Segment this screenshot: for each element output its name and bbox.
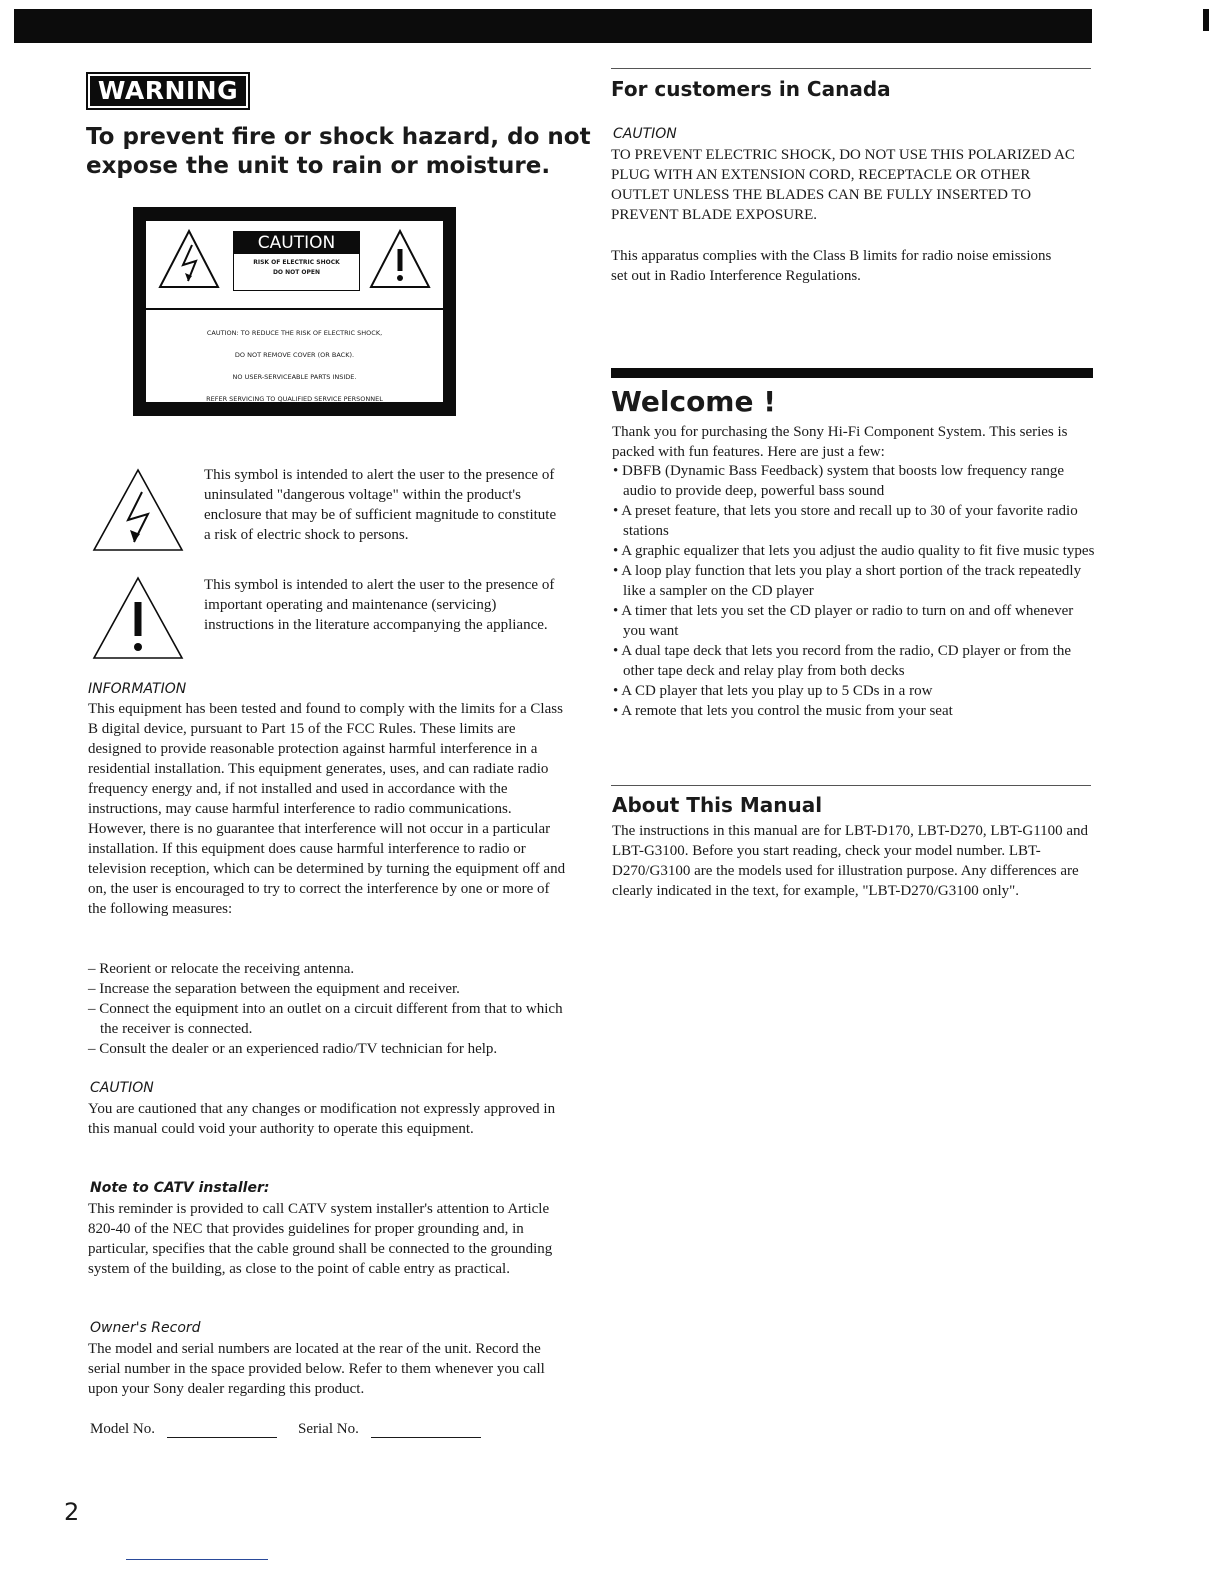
list-item: – Consult the dealer or an experienced radio/TV technician for help. (88, 1039, 578, 1059)
warning-badge: WARNING (86, 72, 250, 110)
list-item: • A CD player that lets you play up to 5 CDs in a row (613, 681, 1095, 701)
header-bar (14, 9, 1092, 43)
list-item: – Increase the separation between the equipment and receiver. (88, 979, 578, 999)
list-item: • A preset feature, that lets you store and recall up to 30 of your favorite radio stations (613, 501, 1095, 541)
canada-caution-text: TO PREVENT ELECTRIC SHOCK, DO NOT USE THIS POLARIZED AC PLUG WITH AN EXTENSION CORD, RECEPTACLE OR OTHER OUTLET UNLESS THE BLADES CAN BE FULLY INSERTED TO PREVENT BLADE EXPOSURE. (611, 147, 1075, 223)
list-item: • A graphic equalizer that lets you adjust the audio quality to fit five music types (613, 541, 1095, 561)
list-item: – Reorient or relocate the receiving antenna. (88, 959, 578, 979)
serial-number-field[interactable] (298, 1421, 481, 1438)
canada-compliance-text: This apparatus complies with the Class B limits for radio noise emissions set out in Radio Interference Regulations. (611, 248, 1052, 284)
record-fields (90, 1421, 570, 1443)
page-number: 2 (64, 1498, 80, 1526)
caution-sticker-title: CAUTION (234, 232, 359, 254)
caution-label-panel (146, 221, 443, 402)
information-text: This equipment has been tested and found to comply with the limits for a Class B digital device, pursuant to Part 15 of the FCC Rules. These limits are designed to provide reasonable protection against harmful interference in a residential installation. This equipment generates, uses, and can radiate radio frequency energy and, if not installed and used in accordance with the instructions, may cause harmful interference to radio communications. However, there is no guarantee that interference will not occur in a particular installation. If this equipment does cause harmful interference to radio or television reception, which can be determined by turning the equipment off and on, the user is encouraged to try to correct the interference by one or more of the following measures: (88, 701, 566, 917)
caution-sticker (233, 231, 360, 291)
catv-text: This reminder is provided to call CATV system installer's attention to Article 820-40 of the NEC that provides guidelines for proper grounding and, in particular, specifies that the cable ground shall be connected to the grounding system of the building, as close to the point of cable entry as practical. (88, 1201, 553, 1277)
about-text: The instructions in this manual are for LBT-D170, LBT-D270, LBT-G1100 and LBT-G3100. Before you start reading, check your model number. LBT-D270/G3100 are the models used for illustration purpose. Any differences are clearly indicated in the text, for example, "LBT-D270/G3100 only". (612, 823, 1089, 899)
caution-line: NO USER-SERVICEABLE PARTS INSIDE. (232, 373, 357, 381)
catv-label: Note to CATV installer: (90, 1180, 270, 1196)
caution-line: CAUTION: TO REDUCE THE RISK OF ELECTRIC SHOCK, (206, 329, 383, 337)
caution-sticker-subtitle-1: RISK OF ELECTRIC SHOCK (253, 259, 340, 266)
owners-record-label: Owner's Record (90, 1320, 201, 1336)
caution-line: REFER SERVICING TO QUALIFIED SERVICE PERSONNEL (206, 395, 383, 403)
instructions-symbol-description: This symbol is intended to alert the user to the presence of important operating and maintenance (servicing) instructions in the literature accompanying the appliance. (204, 577, 555, 633)
canada-heading: For customers in Canada (611, 77, 891, 101)
page-edge-mark (1203, 9, 1209, 31)
feature-list (613, 461, 1095, 721)
model-number-label: Model No. (90, 1421, 155, 1437)
information-label: INFORMATION (88, 681, 187, 697)
interference-measures-list (88, 959, 578, 1059)
welcome-heading: Welcome ! (611, 385, 776, 418)
model-number-field[interactable] (90, 1421, 277, 1438)
caution-line: DO NOT REMOVE COVER (OR BACK). (234, 351, 355, 359)
welcome-rule (611, 368, 1093, 378)
welcome-intro: Thank you for purchasing the Sony Hi-Fi Component System. This series is packed with fun features. Here are just a few: (612, 424, 1068, 460)
caution-warning-lines (146, 322, 443, 410)
list-item: • A loop play function that lets you play a short portion of the track repeatedly like a sampler on the CD player (613, 561, 1095, 601)
serial-number-label: Serial No. (298, 1421, 359, 1437)
caution-sticker-subtitle-2: DO NOT OPEN (272, 269, 321, 276)
footer-rule (126, 1559, 268, 1560)
list-item: • A remote that lets you control the music from your seat (613, 701, 1095, 721)
lightning-triangle-icon (158, 229, 220, 289)
dangerous-voltage-icon (92, 468, 184, 552)
canada-rule (611, 68, 1091, 69)
list-item: – Connect the equipment into an outlet on a circuit different from that to which the receiver is connected. (88, 999, 578, 1039)
caution-divider (146, 308, 443, 310)
important-instructions-icon (92, 576, 184, 660)
about-rule (611, 785, 1091, 786)
serial-number-line[interactable] (371, 1423, 481, 1438)
exclamation-triangle-icon (369, 229, 431, 289)
about-heading: About This Manual (612, 793, 823, 817)
list-item: • DBFB (Dynamic Bass Feedback) system that boosts low frequency range audio to provide deep, powerful bass sound (613, 461, 1095, 501)
canada-caution-label: CAUTION (613, 126, 677, 142)
warning-headline: To prevent fire or shock hazard, do not expose the unit to rain or moisture. (86, 124, 591, 179)
caution-label-box (133, 207, 456, 416)
list-item: • A dual tape deck that lets you record from the radio, CD player or from the other tape deck and relay play from both decks (613, 641, 1095, 681)
caution-label: CAUTION (90, 1080, 154, 1096)
voltage-symbol-description: This symbol is intended to alert the user to the presence of uninsulated "dangerous voltage" within the product's enclosure that may be of sufficient magnitude to constitute a risk of electric shock to persons. (204, 467, 557, 543)
list-item: • A timer that lets you set the CD player or radio to turn on and off whenever you want (613, 601, 1095, 641)
owners-record-text: The model and serial numbers are located at the rear of the unit. Record the serial number in the space provided below. Refer to them whenever you call upon your Sony dealer regarding this product. (88, 1341, 545, 1397)
model-number-line[interactable] (167, 1423, 277, 1438)
caution-text: You are cautioned that any changes or modification not expressly approved in this manual could void your authority to operate this equipment. (88, 1101, 556, 1137)
